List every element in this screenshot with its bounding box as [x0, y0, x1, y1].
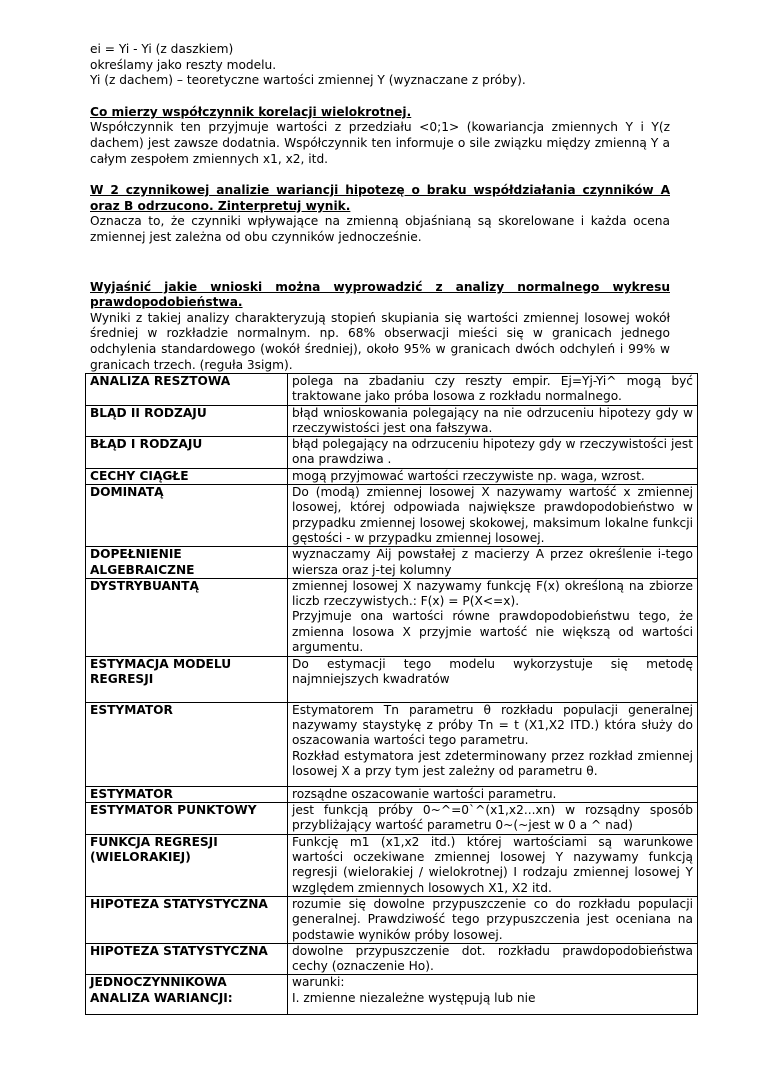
- definition-line: Do (modą) zmiennej losowej X nazywamy wartość x zmiennej losowej, której odpowiada największe prawdopodobieństwo w przypadku zmiennej losowej skokowej, maksimum lokalne funkcji gęstości - w przypadku zmiennej losowej.: [292, 485, 693, 545]
- section-body: Oznacza to, że czynniki wpływające na zmienną objaśnianą są skorelowane i każda ocena zmiennej jest zależna od obu czynników jednocześnie.: [90, 214, 670, 244]
- intro-line: określamy jako reszty modelu.: [90, 57, 277, 72]
- section-body: Wyniki z takiej analizy charakteryzują stopień skupiania się wartości zmiennej losowej wokół średniej w rozkładzie normalnym. np. 68% obserwacji mieści się w granicach jednego odchylenia standardowego (wokół średniej), około 95% w granicach dwóch odchyleń i 99% w granicach trzech. (reguła 3sigm).: [90, 310, 670, 372]
- definition-line: Do estymacji tego modelu wykorzystuje się metodę najmniejszych kwadratów: [292, 656, 693, 687]
- glossary-definition: [288, 803, 698, 835]
- definition-line: rozsądne oszacowanie wartości parametru.: [292, 786, 557, 801]
- section-heading: W 2 czynnikowej analizie wariancji hipotezę o braku współdziałania czynników A oraz B odrzucono. Zinterpretuj wynik.: [90, 183, 670, 213]
- glossary-term: JEDNOCZYNNIKOWA ANALIZA WARIANCJI:: [86, 975, 288, 1015]
- glossary-definition: [288, 374, 698, 406]
- table-row: [86, 834, 698, 896]
- glossary-definition: [288, 702, 698, 786]
- glossary-term: ESTYMATOR: [86, 702, 288, 786]
- table-row: [86, 468, 698, 484]
- glossary-definition: [288, 547, 698, 579]
- glossary-definition: [288, 975, 698, 1015]
- table-row: [86, 975, 698, 1015]
- table-row: [86, 896, 698, 943]
- glossary-definition: [288, 896, 698, 943]
- table-row: [86, 547, 698, 579]
- glossary-term: ESTYMATOR PUNKTOWY: [86, 803, 288, 835]
- definition-line: wyznaczamy Aij powstałej z macierzy A przez określenie i-tego wiersza oraz j-tej kolumny: [292, 547, 693, 577]
- table-row: [86, 578, 698, 656]
- table-row: [86, 702, 698, 786]
- glossary-term: HIPOTEZA STATYSTYCZNA: [86, 943, 288, 975]
- definition-line: błąd polegający na odrzuceniu hipotezy gdy w rzeczywistości jest ona prawdziwa .: [292, 437, 693, 467]
- definition-line: Estymatorem Tn parametru θ rozkładu populacji generalnej nazywamy staystykę z próby Tn = t (X1,X2 ITD.) która służy do oszacowania wartości tego parametru.: [292, 702, 693, 748]
- definition-line: I. zmienne niezależne występują lub nie: [292, 990, 536, 1005]
- glossary-term: DOMINATĄ: [86, 485, 288, 547]
- definition-line: Funkcję m1 (x1,x2 itd.) której wartościami są warunkowe wartości oczekiwane zmiennej losowej Y nazywamy funkcją regresji (wielorakiej / wielokrotnej) I rodzaju zmiennej losowej Y względem zmiennych losowych X1, X2 itd.: [292, 834, 693, 895]
- definition-line: błąd wnioskowania polegający na nie odrzuceniu hipotezy gdy w rzeczywistości jest ona fałszywa.: [292, 405, 693, 435]
- glossary-term: DYSTRYBUANTĄ: [86, 578, 288, 656]
- glossary-definition: [288, 485, 698, 547]
- definition-line: polega na zbadaniu czy reszty empir. Ej=Yj-Yi^ mogą być traktowane jako próba losowa z rozkładu normalnego.: [292, 374, 693, 404]
- definition-line: mogą przyjmować wartości rzeczywiste np. waga, wzrost.: [292, 468, 645, 483]
- table-row: [86, 485, 698, 547]
- glossary-definition: [288, 578, 698, 656]
- table-row: [86, 943, 698, 975]
- glossary-definition: [288, 468, 698, 484]
- definition-line: jest funkcją próby 0~^=0`^(x1,x2...xn) w rozsądny sposób przybliżający wartość parametru 0~(~jest w 0 a ^ nad): [292, 803, 693, 833]
- table-row: [86, 374, 698, 406]
- glossary-term: DOPEŁNIENIE ALGEBRAICZNE: [86, 547, 288, 579]
- table-row: [86, 437, 698, 469]
- definition-line: Rozkład estymatora jest zdeterminowany przez rozkład zmiennej losowej X a przy tym jest zależny od parametru θ.: [292, 748, 693, 779]
- glossary-term: BŁĄD I RODZAJU: [86, 437, 288, 469]
- glossary-term: BLĄD II RODZAJU: [86, 405, 288, 437]
- definition-line: rozumie się dowolne przypuszczenie co do rozkładu populacji generalnej. Prawdziwość tego przypuszczenia jest oceniana na podstawie wyników próby losowej.: [292, 896, 693, 942]
- table-row: [86, 405, 698, 437]
- section-heading: Wyjaśnić jakie wnioski można wyprowadzić z analizy normalnego wykresu prawdopodobieństwa.: [90, 279, 670, 310]
- glossary-definition: [288, 786, 698, 802]
- glossary-term: ANALIZA RESZTOWA: [86, 374, 288, 406]
- glossary-definition: [288, 943, 698, 975]
- definition-line: dowolne przypuszczenie dot. rozkładu prawdopodobieństwa cechy (oznaczenie Ho).: [292, 943, 693, 974]
- glossary-term: CECHY CIĄGŁE: [86, 468, 288, 484]
- glossary-term: ESTYMATOR: [86, 786, 288, 802]
- glossary-definition: [288, 656, 698, 702]
- section-body: Współczynnik ten przyjmuje wartości z przedziału <0;1> (kowariancja zmiennych Y i Y(z dachem) jest zawsze dodatnia. Współczynnik ten informuje o sile związku między zmienną Y a całym zespołem zmiennych x1, x2, itd.: [90, 120, 670, 166]
- table-row: [86, 786, 698, 802]
- definition-line: Przyjmuje ona wartości równe prawdopodobieństwu tego, że zmienna losowa X przyjmie wartość nie większą od wartości argumentu.: [292, 609, 693, 655]
- glossary-definition: [288, 834, 698, 896]
- glossary-definition: [288, 437, 698, 469]
- document-body: [90, 42, 670, 373]
- table-row: [86, 803, 698, 835]
- section-heading: Co mierzy współczynnik korelacji wielokrotnej.: [90, 104, 412, 119]
- glossary-definition: [288, 405, 698, 437]
- table-row: [86, 656, 698, 702]
- definition-line: warunki:: [292, 975, 345, 990]
- glossary-term: ESTYMACJA MODELU REGRESJI: [86, 656, 288, 702]
- glossary-table: [85, 373, 698, 1015]
- intro-line: Yi (z dachem) – teoretyczne wartości zmiennej Y (wyznaczane z próby).: [90, 73, 526, 88]
- glossary-term: FUNKCJA REGRESJI (WIELORAKIEJ): [86, 834, 288, 896]
- glossary-term: HIPOTEZA STATYSTYCZNA: [86, 896, 288, 943]
- definition-line: zmiennej losowej X nazywamy funkcję F(x) określoną na zbiorze liczb rzeczywistych.: F(x) = P(X<=x).: [292, 578, 693, 609]
- intro-line: ei = Yi - Yi (z daszkiem): [90, 42, 234, 56]
